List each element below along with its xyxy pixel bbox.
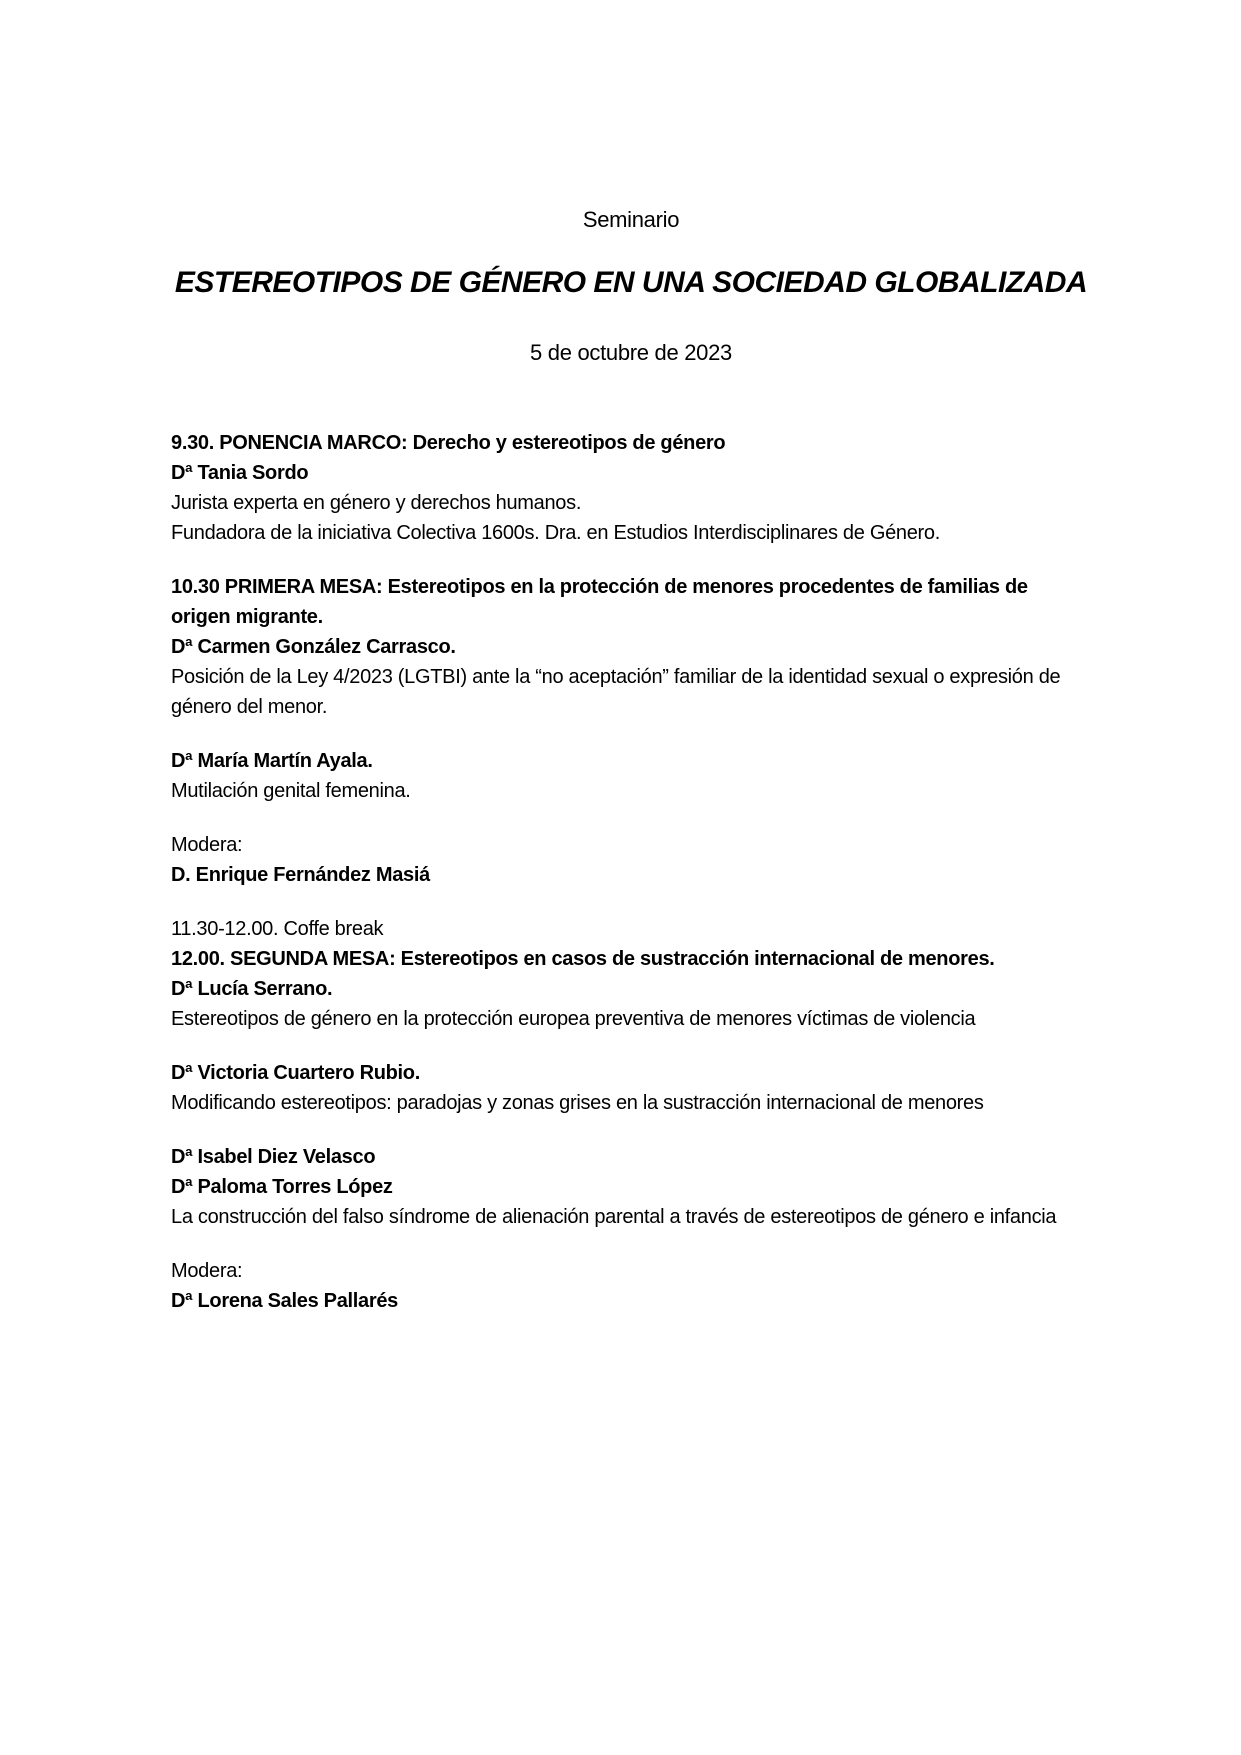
moderator-name: Dª Lorena Sales Pallarés <box>171 1290 398 1312</box>
talk-title: Estereotipos de género en la protección europea preventiva de menores víctimas de violencia <box>171 1008 976 1030</box>
seminar-label: Seminario <box>582 207 680 232</box>
moderator-block-segunda-mesa <box>171 1256 1091 1316</box>
document-title: ESTEREOTIPOS DE GÉNERO EN UNA SOCIEDAD GLOBALIZADA <box>174 266 1088 299</box>
moderator-block-primera-mesa <box>171 830 1091 890</box>
speaker-block-victoria-cuartero <box>171 1058 1091 1118</box>
talk-title: Posición de la Ley 4/2023 (LGTBI) ante la “no aceptación” familiar de la identidad sexual o expresión de género del menor. <box>171 666 1061 718</box>
talk-title: Mutilación genital femenina. <box>171 780 411 802</box>
speaker-bio-line: Jurista experta en género y derechos humanos. <box>171 492 582 514</box>
section-segunda-mesa <box>171 944 1091 1316</box>
talk-title: Modificando estereotipos: paradojas y zonas grises en la sustracción internacional de menores <box>171 1092 984 1114</box>
session-heading-primera-mesa: 10.30 PRIMERA MESA: Estereotipos en la protección de menores procedentes de familias de origen migrante. <box>171 576 1028 628</box>
document-date: 5 de octubre de 2023 <box>530 340 732 365</box>
coffee-break-line: 11.30-12.00. Coffe break <box>171 918 384 940</box>
moderator-name: D. Enrique Fernández Masiá <box>171 864 430 886</box>
session-heading-ponencia-marco: 9.30. PONENCIA MARCO: Derecho y estereotipos de género <box>171 432 726 454</box>
speaker-block-tania-sordo <box>171 458 1091 548</box>
moderator-label: Modera: <box>171 1260 243 1282</box>
speaker-block-carmen-gonzalez <box>171 632 1091 722</box>
speaker-block-maria-martin <box>171 746 1091 806</box>
section-primera-mesa <box>171 572 1091 890</box>
speaker-name: Dª Victoria Cuartero Rubio. <box>171 1062 420 1084</box>
speaker-name: Dª Paloma Torres López <box>171 1176 393 1198</box>
section-ponencia-marco <box>171 428 1091 548</box>
speaker-name: Dª Isabel Diez Velasco <box>171 1146 376 1168</box>
moderator-label: Modera: <box>171 834 243 856</box>
speaker-name: Dª Lucía Serrano. <box>171 978 333 1000</box>
speaker-name: Dª Carmen González Carrasco. <box>171 636 456 658</box>
speaker-name: Dª María Martín Ayala. <box>171 750 373 772</box>
session-heading-segunda-mesa: 12.00. SEGUNDA MESA: Estereotipos en casos de sustracción internacional de menores. <box>171 948 995 970</box>
talk-title: La construcción del falso síndrome de alienación parental a través de estereotipos de género e infancia <box>171 1206 1057 1228</box>
speaker-block-lucia-serrano <box>171 974 1091 1034</box>
speaker-name: Dª Tania Sordo <box>171 462 309 484</box>
speaker-block-isabel-paloma <box>171 1142 1091 1232</box>
speaker-bio-line: Fundadora de la iniciativa Colectiva 1600s. Dra. en Estudios Interdisciplinares de Género. <box>171 522 940 544</box>
